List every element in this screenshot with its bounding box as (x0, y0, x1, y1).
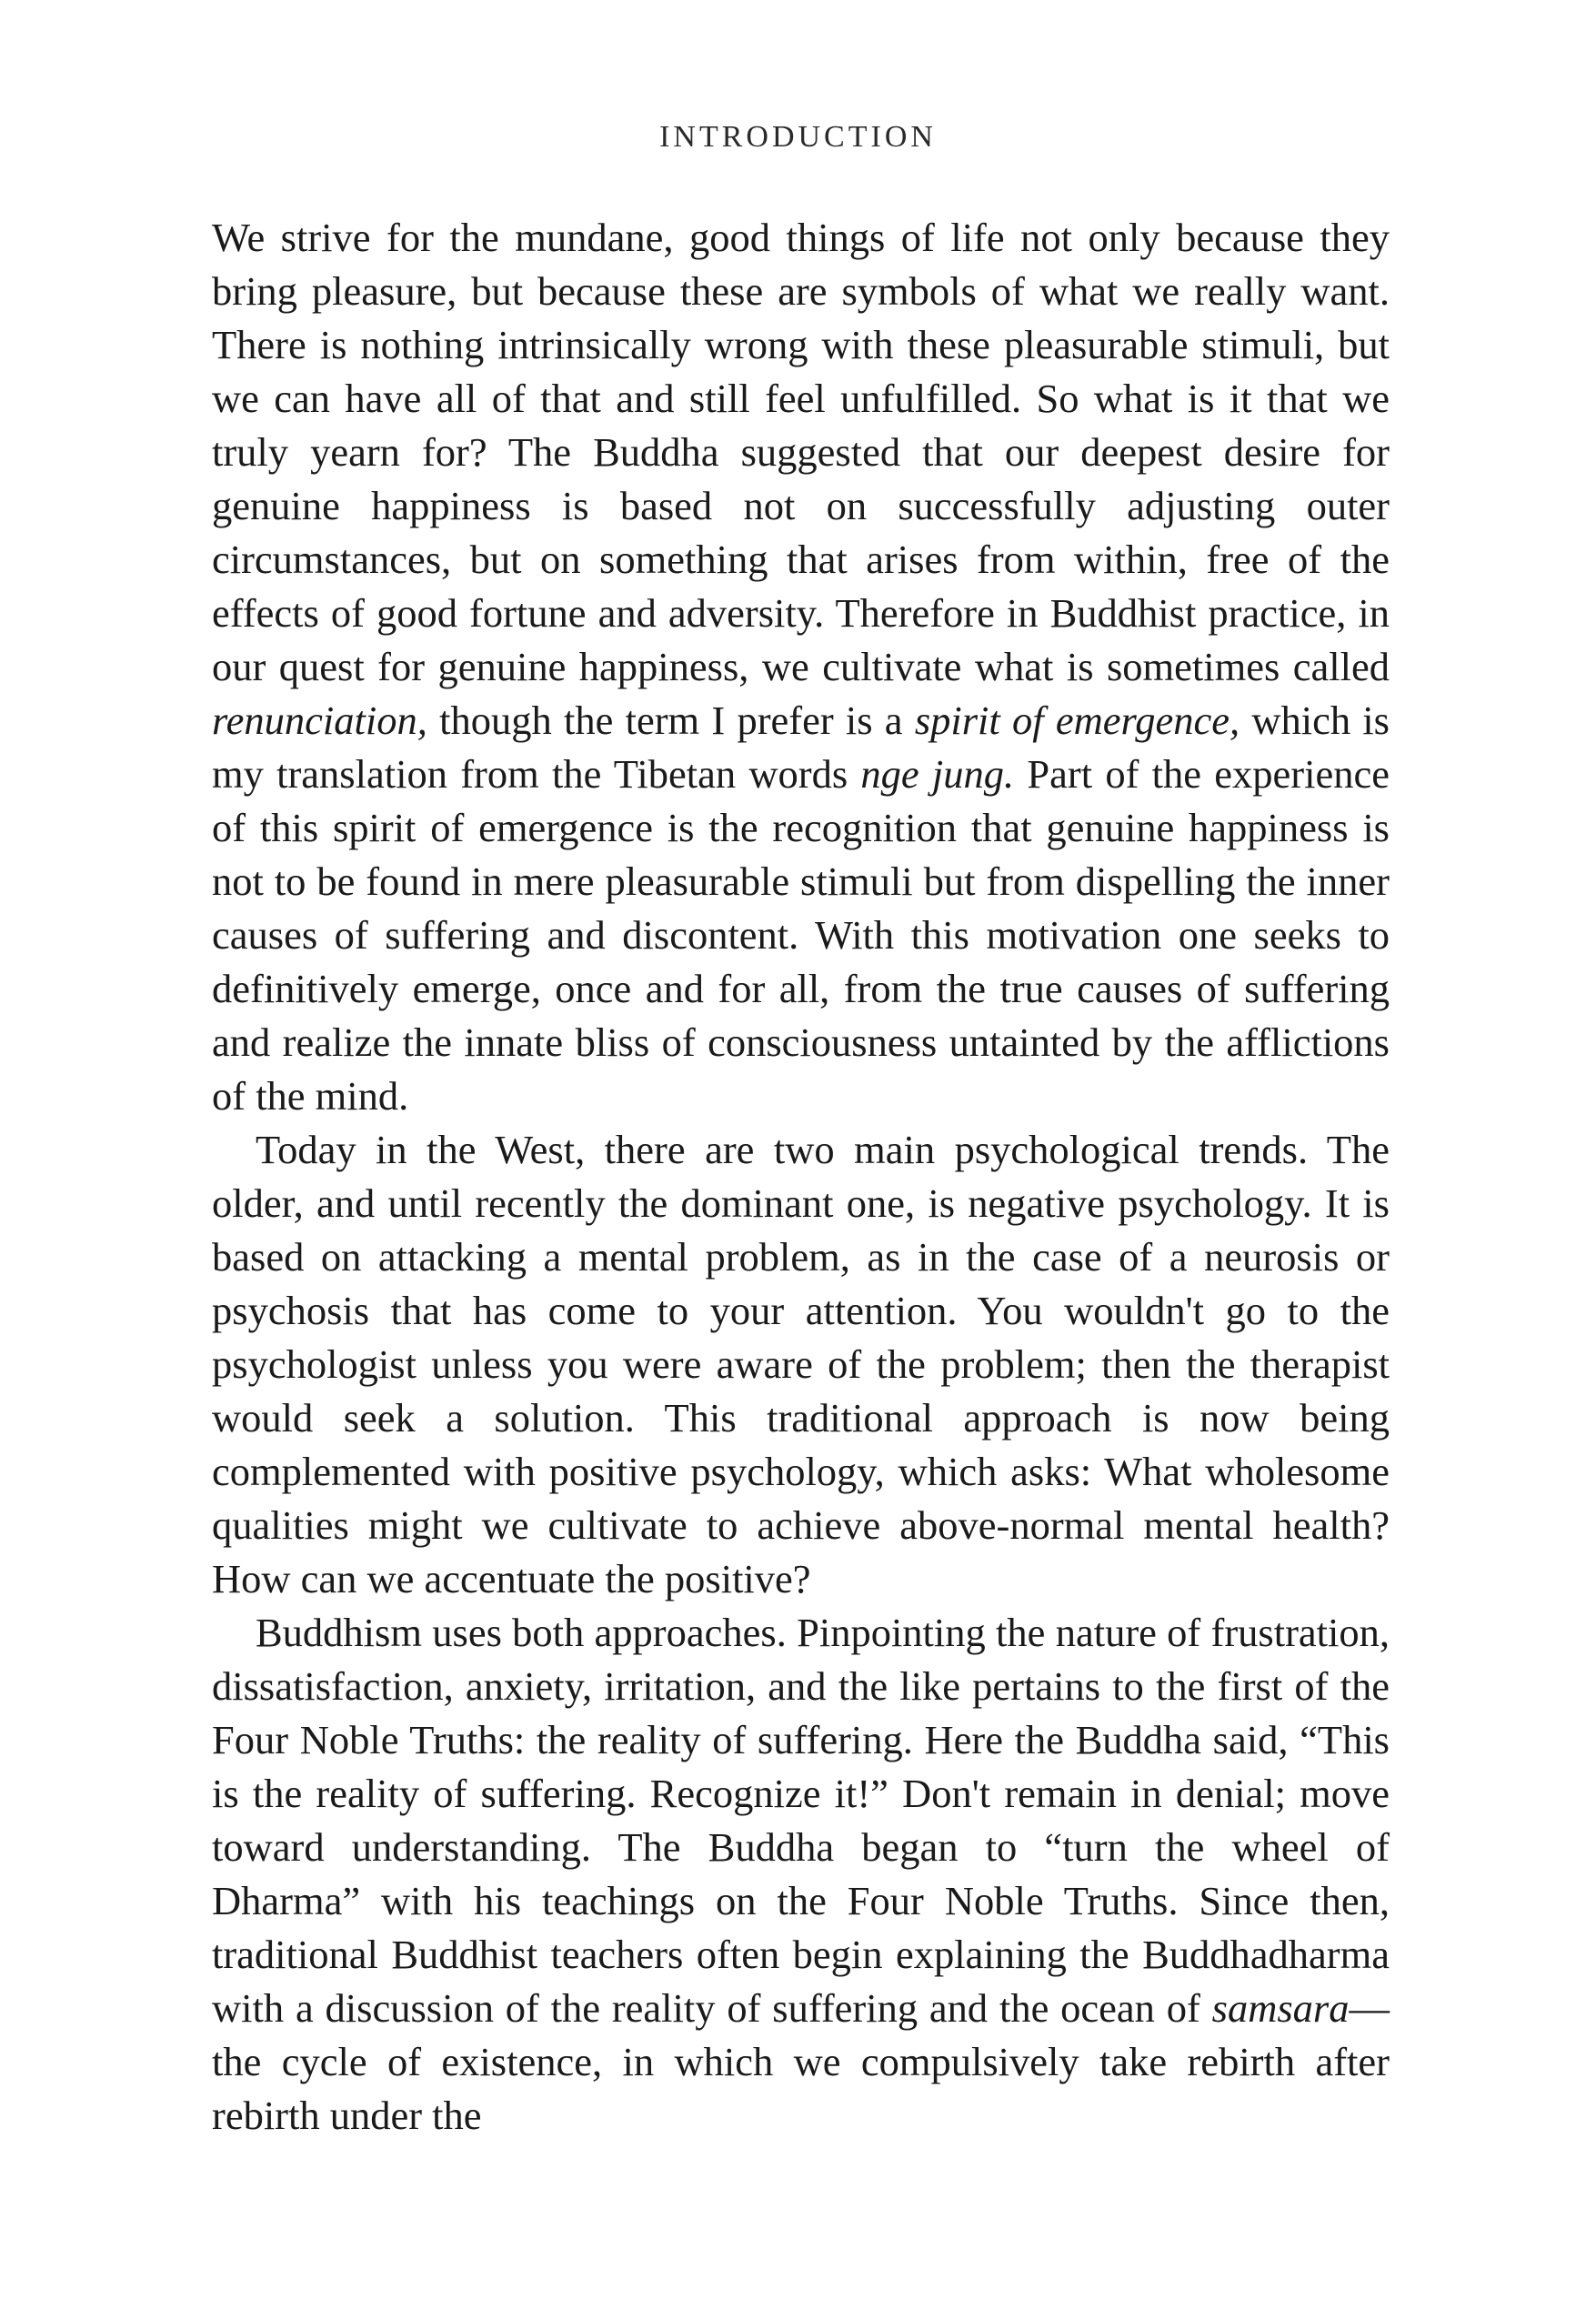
paragraph-2: Today in the West, there are two main psychological trends. The older, and until recently the dominant one, is negative psychology. It is based on attacking a mental problem, as in the case of a neurosis or psychosis that has come to your attention. You wouldn't go to the psychologist unless you were aware of the problem; then the therapist would seek a solution. This traditional approach is now being complemented with positive psychology, which asks: What wholesome qualities might we cultivate to achieve above-normal mental health? How can we accentuate the positive? (212, 1127, 1390, 1601)
paragraph-1-text-d: Part of the experience of this spirit of emergence is the recognition that genuine happiness is not to be found in mere pleasurable stimuli but from dispelling the inner causes of suffering and discontent. With this motivation one seeks to definitively emerge, once and for all, from the true causes of suffering and realize the innate bliss of consciousness untainted by the afflictions of the mind. (212, 751, 1390, 1119)
paragraph-1-text-c: which is my translation from the Tibetan words (212, 698, 1390, 797)
paragraph-3 (212, 1606, 1390, 2143)
paragraph-1-text-b: though the term I prefer is a (427, 698, 915, 743)
paragraph-3-text-b: —the cycle of existence, in which we compulsively take rebirth after rebirth under the (212, 1985, 1390, 2138)
italic-spirit-of-emergence: spirit of emergence, (914, 698, 1240, 743)
italic-samsara: samsara (1211, 1985, 1350, 2031)
italic-renunciation: renunciation, (212, 698, 427, 743)
italic-nge-jung: nge jung. (860, 751, 1015, 797)
paragraph-1 (212, 211, 1390, 1123)
paragraph-3-text-a: Buddhism uses both approaches. Pinpointing the nature of frustration, dissatisfaction, anxiety, irritation, and the like pertains to the first of the Four Noble Truths: the reality of suffering. Here the Buddha said, “This is the reality of suffering. Recognize it!” Don't remain in denial; move toward understanding. The Buddha began to “turn the wheel of Dharma” with his teachings on the Four Noble Truths. Since then, traditional Buddhist teachers often begin explaining the Buddhadharma with a discussion of the reality of suffering and the ocean of (212, 1610, 1390, 2031)
paragraph-1-text-a: We strive for the mundane, good things of life not only because they bring pleasure, but because these are symbols of what we really want. There is nothing intrinsically wrong with these pleasurable stimuli, but we can have all of that and still feel unfulfilled. So what is it that we truly yearn for? The Buddha suggested that our deepest desire for genuine happiness is based not on successfully adjusting outer circumstances, but on something that arises from within, free of the effects of good fortune and adversity. Therefore in Buddhist practice, in our quest for genuine happiness, we cultivate what is sometimes called (212, 215, 1390, 689)
body-text (212, 211, 1390, 2143)
running-head: INTRODUCTION (659, 120, 937, 154)
